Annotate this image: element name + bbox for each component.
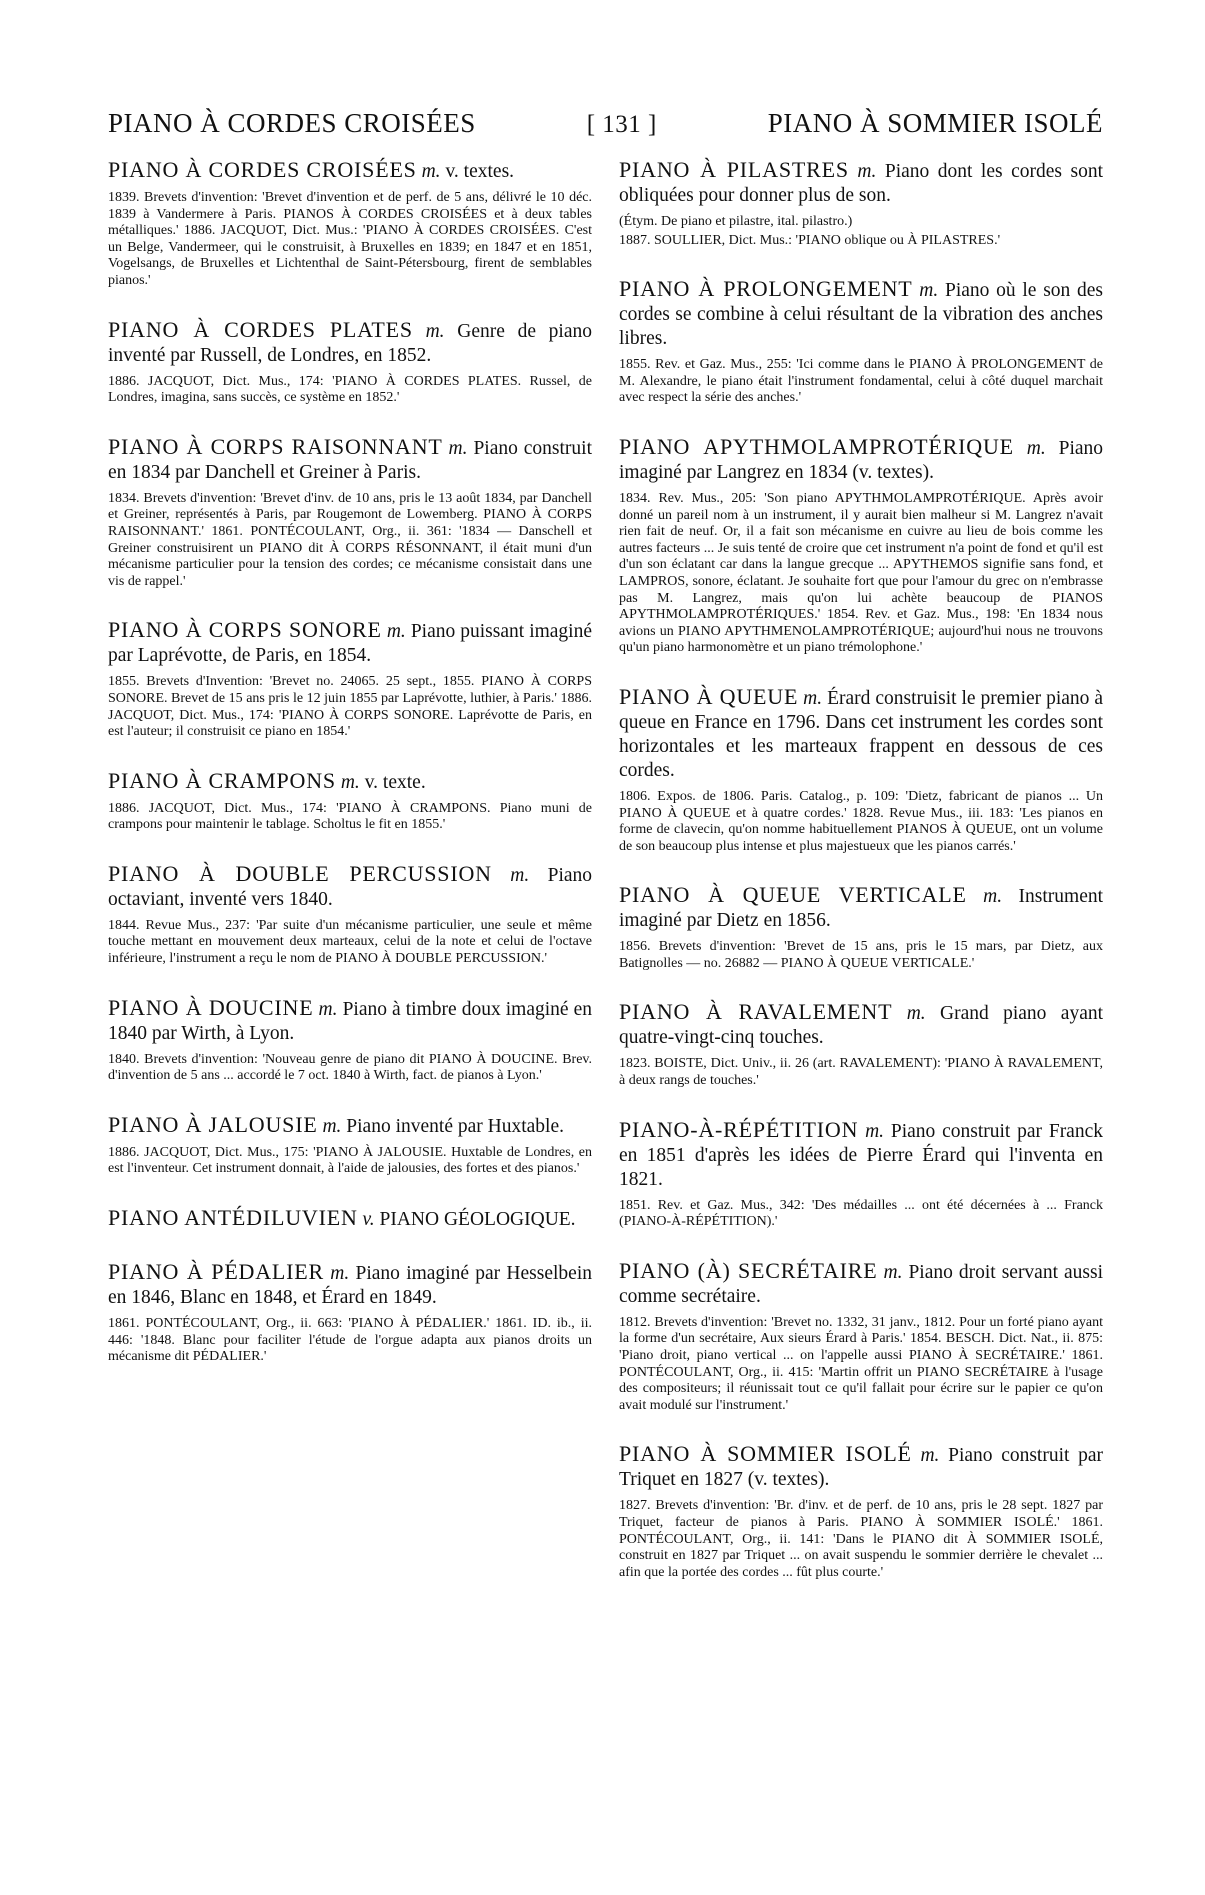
entry-heading	[108, 435, 592, 485]
citation: 1812. Brevets d'invention: 'Brevet no. 1332, 31 janv., 1812. Pour un forté piano ayant la forme d'un secrétaire, Aux sieurs Érard à Paris.' 1854. BESCH. Dict. Nat., ii. 875: 'Piano droit, piano vertical ... on l'appelle aussi PIANO À SECRÉTAIRE.' 1861. PONTÉCOULANT, Org., ii. 415: 'Martin offrit un PIANO SECRÉTAIRE à l'usage des compositeurs; il réunissait tout ce qu'il fallait pour écrire sur le papier ce qu'on avait modulé sur l'instrument.'	[619, 1314, 1103, 1413]
grammar-label: m.	[386, 621, 406, 643]
definition: Grand piano ayant quatre-vingt-cinq touches.	[619, 1003, 1104, 1049]
grammar-label: m.	[803, 687, 823, 709]
running-header	[108, 108, 1103, 144]
definition: Piano construit par Triquet en 1827 (v. textes).	[619, 1445, 1103, 1491]
grammar-label: m.	[318, 998, 338, 1020]
headword: PIANO APYTHMOLAMPROTÉRIQUE	[619, 433, 1014, 459]
grammar-label: m.	[920, 1445, 940, 1467]
citation: 1855. Brevets d'Invention: 'Brevet no. 24065. 25 sept., 1855. PIANO À CORPS SONORE. Brevet de 15 ans pris le 12 juin 1855 par Laprévotte, luthier, à Paris.' 1886. JACQUOT, Dict. Mus., 174: 'PIANO À CORPS SONORE. Laprévotte de Paris, en est l'auteur; il construisit ce piano en 1854.'	[108, 674, 592, 740]
dictionary-entry	[619, 158, 1103, 249]
entry-heading	[619, 1442, 1103, 1492]
definition: Piano puissant imaginé par Laprévotte, de Paris, en 1854.	[108, 621, 593, 667]
headword: PIANO À PILASTRES	[619, 157, 849, 182]
dictionary-entry	[619, 1442, 1103, 1581]
citation: 1827. Brevets d'invention: 'Br. d'inv. et de perf. de 10 ans, pris le 28 sept. 1827 par Triquet, facteur de pianos à Paris. PIANO À SOMMIER ISOLÉ.' 1861. PONTÉCOULANT, Org., ii. 141: 'Dans le PIANO dit À SOMMIER ISOLÉ, construit en 1827 par Triquet ... on avait suspendu le sommier derrière le chevalet ... afin que la portée des cordes ... fût plus courte.'	[619, 1498, 1103, 1580]
citation: 1839. Brevets d'invention: 'Brevet d'invention et de perf. de 5 ans, délivré le 10 déc. 1839 à Vandermere à Paris. PIANOS À CORDES CROISÉES et à deux tables métalliques.' 1886. JACQUOT, Dict. Mus.: 'PIANO À CORDES CROISÉES. C'est un Belge, Vandermeer, qui le construisit, à Bruxelles en 1839; en 1847 et en 1851, Vogelsangs, de Bruxelles et Lichtenthal de Saint-Pétersbourg, firent de semblables pianos.'	[108, 190, 592, 288]
dictionary-entry	[619, 277, 1103, 407]
headword: PIANO À CRAMPONS	[108, 767, 336, 793]
citation: 1861. PONTÉCOULANT, Org., ii. 663: 'PIANO À PÉDALIER.' 1861. ID. ib., ii. 446: '1848. Blanc pour faciliter l'étude de l'orgue adapta aux pianos droits un mécanisme dit PÉDALIER.'	[108, 1316, 592, 1365]
header-right-guideword: PIANO À SOMMIER ISOLÉ	[767, 108, 1103, 138]
dictionary-entry	[619, 883, 1103, 972]
citation: 1834. Rev. Mus., 205: 'Son piano APYTHMOLAMPROTÉRIQUE. Après avoir donné un pareil nom à un instrument, il y aurait bien malheur si M. Langrez n'avait rien fait de neuf. Or, il a fait son mécanisme en cuivre au lieu de bois comme les autres facteurs ... Je suis tenté de croire que cet instrument n'a point de fond et qu'il est d'un son éclatant car dans la langue grecque ... APYTHEMOS signifie sans fond, et LAMPROS, sonore, éclatant. Je souhaite fort que pour l'amour du grec on n'embrasse pas M. Langrez, mais qu'on lui achète beaucoup de PIANOS APYTHMOLAMPROTÉRIQUES.' 1854. Rev. et Gaz. Mus., 198: 'En 1834 nous avions un PIANO APYTHMENOLAMPROTÉRIQUE; aujourd'hui nous ne trouvons qu'un piano harmonomètre et un piano trémolophone.'	[619, 490, 1104, 656]
citation: 1886. JACQUOT, Dict. Mus., 174: 'PIANO À CORDES PLATES. Russel, de Londres, imagina, sans succès, ce système en 1852.'	[108, 373, 592, 406]
headword: PIANO À CORPS SONORE	[108, 617, 382, 643]
dictionary-entry	[108, 435, 592, 591]
headword: PIANO-À-RÉPÉTITION	[619, 1116, 859, 1142]
page-number: [ 131 ]	[586, 111, 657, 138]
grammar-label: m.	[510, 864, 530, 886]
dictionary-entry	[108, 862, 592, 968]
citation: 1851. Rev. et Gaz. Mus., 342: 'Des médailles ... ont été décernées à ... Franck (PIANO-À-RÉPÉTITION).'	[619, 1197, 1103, 1230]
grammar-label: m.	[425, 320, 445, 342]
definition: Piano construit en 1834 par Danchell et Greiner à Paris.	[108, 437, 593, 483]
entry-heading	[619, 1259, 1103, 1309]
grammar-label: m.	[983, 886, 1003, 908]
grammar-label: m.	[340, 771, 360, 793]
definition: Piano dont les cordes sont obliquées pour donner plus de son.	[619, 161, 1103, 206]
grammar-label: m.	[322, 1115, 342, 1137]
citation: 1855. Rev. et Gaz. Mus., 255: 'Ici comme dans le PIANO À PROLONGEMENT de M. Alexandre, le piano était l'instrument fondamental, celui à côté duquel marchait avec respect la série des anches.'	[619, 357, 1103, 406]
entry-heading	[108, 618, 592, 668]
dictionary-entry	[619, 1118, 1103, 1231]
definition: PIANO GÉOLOGIQUE.	[379, 1209, 576, 1231]
dictionary-entry	[619, 1259, 1103, 1415]
dictionary-entry	[108, 769, 592, 834]
headword: PIANO À CORPS RAISONNANT	[108, 433, 443, 459]
dictionary-entry	[619, 1000, 1103, 1089]
citation: 1823. BOISTE, Dict. Univ., ii. 26 (art. RAVALEMENT): 'PIANO À RAVALEMENT, à deux rangs de touches.'	[619, 1056, 1103, 1089]
definition: Genre de piano inventé par Russell, de Londres, en 1852.	[108, 320, 593, 366]
headword: PIANO À DOUCINE	[108, 994, 314, 1020]
grammar-label: m.	[906, 1003, 926, 1025]
headword: PIANO À CORDES PLATES	[108, 316, 413, 342]
grammar-label: m.	[448, 437, 468, 459]
dictionary-entry	[108, 618, 592, 740]
entry-heading	[619, 685, 1103, 783]
headword: PIANO À DOUBLE PERCUSSION	[108, 860, 492, 886]
definition: Piano à timbre doux imaginé en 1840 par Wirth, à Lyon.	[108, 998, 593, 1044]
definition: Piano droit servant aussi comme secrétaire.	[619, 1261, 1104, 1307]
grammar-label: m.	[421, 161, 441, 182]
entry-heading	[108, 862, 592, 912]
entry-heading	[619, 1118, 1103, 1192]
entry-heading	[619, 1000, 1103, 1050]
definition: Piano inventé par Huxtable.	[346, 1115, 564, 1137]
entry-heading	[619, 435, 1103, 485]
right-column	[619, 158, 1103, 1609]
entry-heading	[108, 1206, 592, 1232]
dictionary-entry	[619, 685, 1103, 855]
entry-heading	[108, 158, 592, 184]
citation: 1840. Brevets d'invention: 'Nouveau genre de piano dit PIANO À DOUCINE. Brev. d'invention de 5 ans ... accordé le 7 oct. 1840 à Wirth, fact. de pianos à Lyon.'	[108, 1051, 592, 1084]
header-left-guideword: PIANO À CORDES CROISÉES	[108, 108, 476, 138]
grammar-label: m.	[883, 1261, 903, 1283]
citation: (Étym. De piano et pilastre, ital. pilastro.)	[619, 214, 853, 229]
dictionary-entry	[108, 1206, 592, 1232]
headword: PIANO À PROLONGEMENT	[619, 276, 913, 302]
headword: PIANO À QUEUE VERTICALE	[619, 882, 967, 908]
dictionary-entry	[108, 158, 592, 290]
dictionary-entry	[108, 1260, 592, 1366]
grammar-label: m.	[330, 1263, 350, 1285]
entry-heading	[108, 318, 592, 368]
definition: Piano où le son des cordes se combine à celui résultant de la vibration des anches libres.	[619, 280, 1104, 350]
dictionary-page	[108, 108, 1104, 1580]
left-column	[108, 158, 592, 1609]
headword: PIANO À RAVALEMENT	[619, 999, 893, 1025]
definition: Instrument imaginé par Dietz en 1856.	[619, 886, 1104, 932]
grammar-label: m.	[865, 1120, 885, 1142]
entry-heading	[619, 277, 1103, 351]
grammar-label: v.	[362, 1209, 375, 1231]
dictionary-entry	[619, 435, 1103, 657]
citation: 1856. Brevets d'invention: 'Brevet de 15 ans, pris le 15 mars, par Dietz, aux Batignolles — no. 26882 — PIANO À QUEUE VERTICALE.'	[619, 939, 1103, 971]
citation: 1844. Revue Mus., 237: 'Par suite d'un mécanisme particulier, une seule et même touche mettant en mouvement deux marteaux, celui de la note et celui de l'octave inférieure, l'instrument a reçu le nom de PIANO À DOUBLE PERCUSSION.'	[108, 917, 592, 967]
definition: Érard construisit le premier piano à queue en France en 1796. Dans cet instrument les cordes sont horizontales et les marteaux frappent en dessous de ces cordes.	[619, 687, 1104, 781]
definition: Piano octaviant, inventé vers 1840.	[108, 864, 593, 910]
headword: PIANO ANTÉDILUVIEN	[108, 1205, 358, 1231]
grammar-label: m.	[857, 161, 877, 182]
grammar-label: m.	[919, 280, 939, 302]
entry-heading	[108, 996, 592, 1046]
citation: 1886. JACQUOT, Dict. Mus., 174: 'PIANO À CRAMPONS. Piano muni de crampons pour maintenir le tablage. Scholtus le fit en 1855.'	[108, 800, 592, 833]
entry-heading	[619, 883, 1103, 933]
grammar-label: m.	[1026, 437, 1046, 459]
headword: PIANO À PÉDALIER	[108, 1259, 325, 1285]
definition: Piano imaginé par Langrez en 1834 (v. textes).	[619, 437, 1104, 483]
citation: 1806. Expos. de 1806. Paris. Catalog., p. 109: 'Dietz, fabricant de pianos ... Un PIANO À QUEUE et à quatre cordes.' 1828. Revue Mus., iii. 183: 'Les pianos en forme de clavecin, qu'on nomme habituellement PIANOS À QUEUE, ont un volume de son beaucoup plus intense et plus majestueux que les pianos carrés.'	[619, 788, 1103, 854]
entry-heading	[619, 158, 1103, 208]
definition: Piano construit par Franck en 1851 d'après les idées de Pierre Érard qui l'inventa en 1821.	[619, 1120, 1103, 1190]
citation: 1834. Brevets d'invention: 'Brevet d'inv. de 10 ans, pris le 13 août 1834, par Danchell et Greiner, représentés à Paris, par Rougemont de Lowemberg. PIANO À CORPS RAISONNANT.' 1861. PONTÉCOULANT, Org., ii. 361: '1834 — Danschell et Greiner construisirent un PIANO dit À CORPS RÉSONNANT, il était muni d'un mécanisme particulier pour la tension des cordes; ce mécanisme consistait dans une vis de rappel.'	[108, 490, 592, 589]
citation: 1886. JACQUOT, Dict. Mus., 175: 'PIANO À JALOUSIE. Huxtable de Londres, en est l'inventeur. Cet instrument donnait, à l'aide de jalousies, des fortes et des pianos.'	[108, 1144, 592, 1177]
dictionary-entry	[108, 996, 592, 1085]
entry-heading	[108, 1113, 592, 1139]
entry-heading	[108, 1260, 592, 1310]
citation: 1887. SOULLIER, Dict. Mus.: 'PIANO oblique ou À PILASTRES.'	[619, 232, 1001, 248]
definition: v. texte.	[364, 771, 426, 793]
headword: PIANO (À) SECRÉTAIRE	[619, 1257, 878, 1283]
entry-heading	[108, 769, 592, 795]
headword: PIANO À SOMMIER ISOLÉ	[619, 1441, 912, 1467]
columns	[108, 158, 1103, 1609]
definition: Piano imaginé par Hesselbein en 1846, Blanc en 1848, et Érard en 1849.	[108, 1263, 592, 1309]
definition: v. textes.	[445, 161, 515, 182]
headword: PIANO À JALOUSIE	[108, 1111, 318, 1137]
dictionary-entry	[108, 1113, 592, 1178]
dictionary-entry	[108, 318, 592, 407]
headword: PIANO À QUEUE	[619, 683, 799, 709]
headword: PIANO À CORDES CROISÉES	[108, 157, 417, 182]
